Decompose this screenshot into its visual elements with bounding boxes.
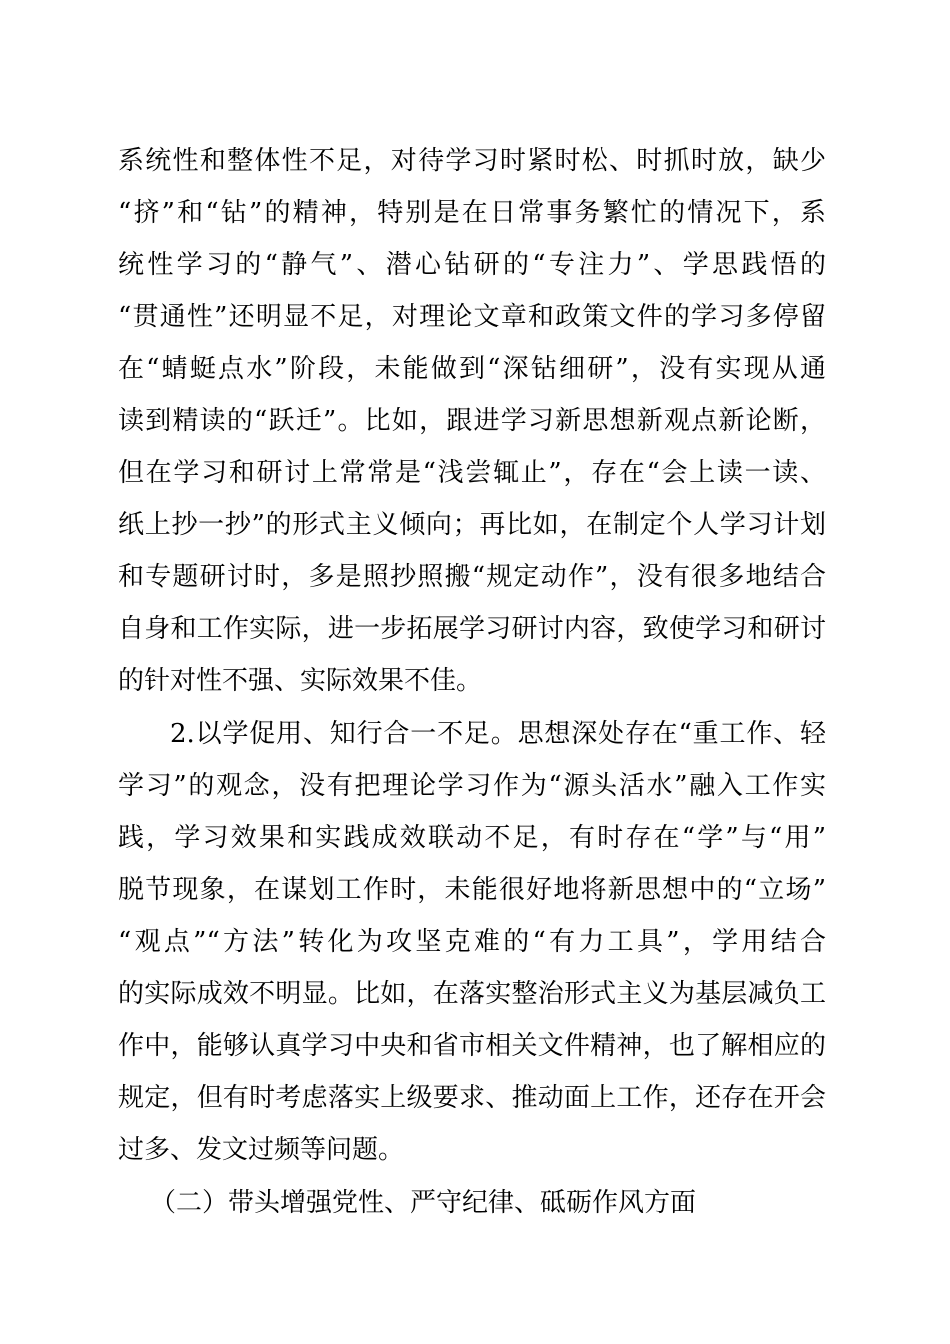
text-line: “挤”和“钻”的精神，特别是在日常事务繁忙的情况下，系: [118, 198, 826, 228]
text-line: 作中，能够认真学习中央和省市相关文件精神，也了解相应的: [118, 1031, 826, 1061]
text-line: 和专题研讨时，多是照抄照搬“规定动作”，没有很多地结合: [118, 562, 826, 592]
text-line: 纸上抄一抄”的形式主义倾向；再比如，在制定个人学习计划: [118, 510, 826, 540]
section-heading: （二）带头增强党性、严守纪律、砥砺作风方面: [150, 1188, 697, 1218]
text-line: 2.以学促用、知行合一不足。思想深处存在“重工作、轻: [170, 719, 826, 749]
text-line: 脱节现象，在谋划工作时，未能很好地将新思想中的“立场”: [118, 875, 826, 905]
text-line: 的实际成效不明显。比如，在落实整治形式主义为基层减负工: [118, 979, 826, 1009]
text-line: 读到精读的“跃迁”。比如，跟进学习新思想新观点新论断，: [118, 406, 826, 436]
text-line: 自身和工作实际，进一步拓展学习研讨内容，致使学习和研讨: [118, 614, 826, 644]
text-line: 践，学习效果和实践成效联动不足，有时存在“学”与“用”: [118, 823, 826, 853]
text-line: 统性学习的“静气”、潜心钻研的“专注力”、学思践悟的: [118, 250, 826, 280]
text-line: “贯通性”还明显不足，对理论文章和政策文件的学习多停留: [118, 302, 826, 332]
text-line: 学习”的观念，没有把理论学习作为“源头活水”融入工作实: [118, 771, 826, 801]
text-line: “观点”“方法”转化为攻坚克难的“有力工具”，学用结合: [118, 927, 826, 957]
text-line: 系统性和整体性不足，对待学习时紧时松、时抓时放，缺少: [118, 146, 826, 176]
text-line: 过多、发文过频等问题。: [118, 1135, 405, 1165]
text-line: 在“蜻蜓点水”阶段，未能做到“深钻细研”，没有实现从通: [118, 354, 826, 384]
text-line: 但在学习和研讨上常常是“浅尝辄止”，存在“会上读一读、: [118, 458, 826, 488]
text-line: 的针对性不强、实际效果不佳。: [118, 666, 483, 696]
text-line: 规定，但有时考虑落实上级要求、推动面上工作，还存在开会: [118, 1083, 826, 1113]
